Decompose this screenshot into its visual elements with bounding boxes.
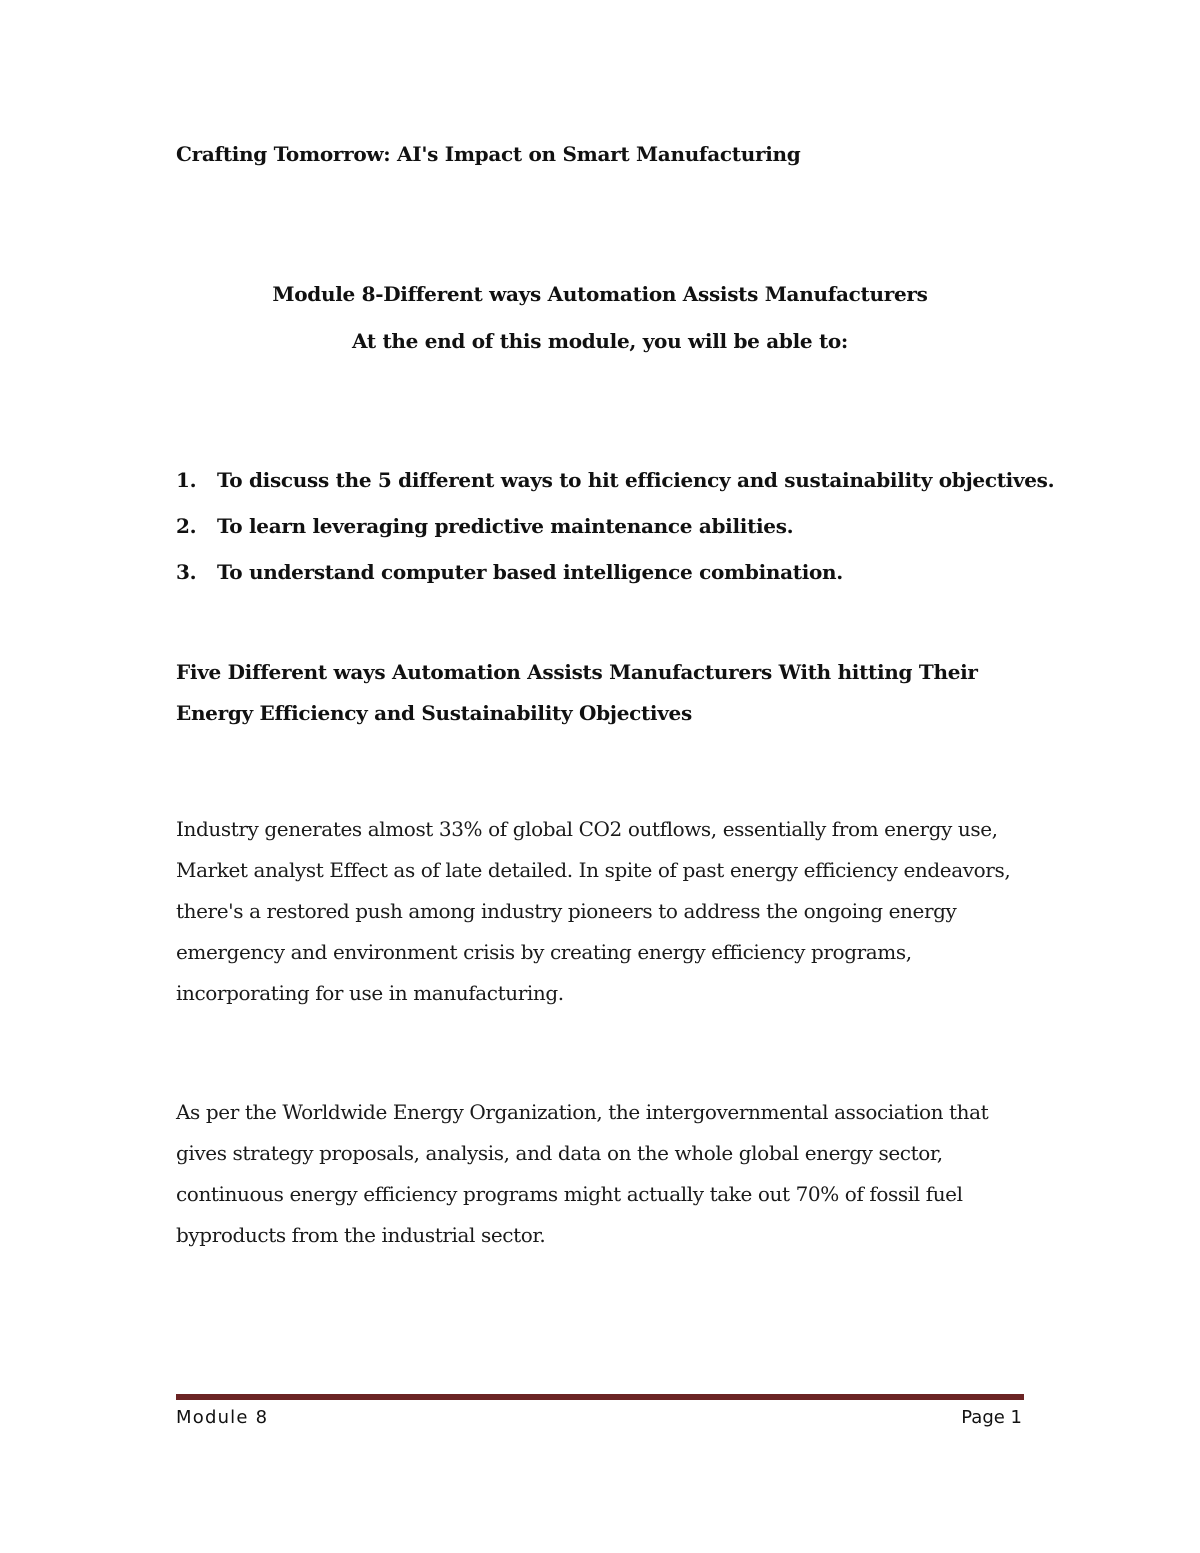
objective-number: 2. (176, 514, 197, 538)
objective-text: To understand computer based intelligence combination. (217, 560, 843, 584)
footer-page-number: Page 1 (961, 1407, 1022, 1428)
section-heading: Five Different ways Automation Assists Manufacturers With hitting Their Energy Efficiency and Sustainability Objectives (176, 660, 978, 725)
objective-item (176, 514, 1054, 560)
objective-number: 3. (176, 560, 197, 584)
module-heading: Module 8-Different ways Automation Assists Manufacturers (272, 282, 928, 306)
footer-rule (176, 1394, 1024, 1400)
objective-text: To discuss the 5 different ways to hit efficiency and sustainability objectives. (217, 468, 1055, 492)
objective-item (176, 560, 1054, 606)
footer-module-label: Module 8 (176, 1407, 269, 1428)
objective-item (176, 468, 1054, 514)
objective-text: To learn leveraging predictive maintenance abilities. (217, 514, 794, 538)
body-paragraph: Industry generates almost 33% of global CO2 outflows, essentially from energy use, Market analyst Effect as of late detailed. In spite of past energy efficiency endeavors, there's a restored push among industry pioneers to address the ongoing energy emergency and environment crisis by creating energy efficiency programs, incorporating for use in manufacturing. (176, 817, 1011, 1005)
body-paragraph: As per the Worldwide Energy Organization, the intergovernmental association that gives strategy proposals, analysis, and data on the whole global energy sector, continuous energy efficiency programs might actually take out 70% of fossil fuel byproducts from the industrial sector. (176, 1100, 989, 1247)
objective-number: 1. (176, 468, 197, 492)
objectives-list (176, 468, 1054, 606)
module-subheading: At the end of this module, you will be able to: (351, 329, 849, 353)
document-title: Crafting Tomorrow: AI's Impact on Smart Manufacturing (176, 142, 801, 166)
